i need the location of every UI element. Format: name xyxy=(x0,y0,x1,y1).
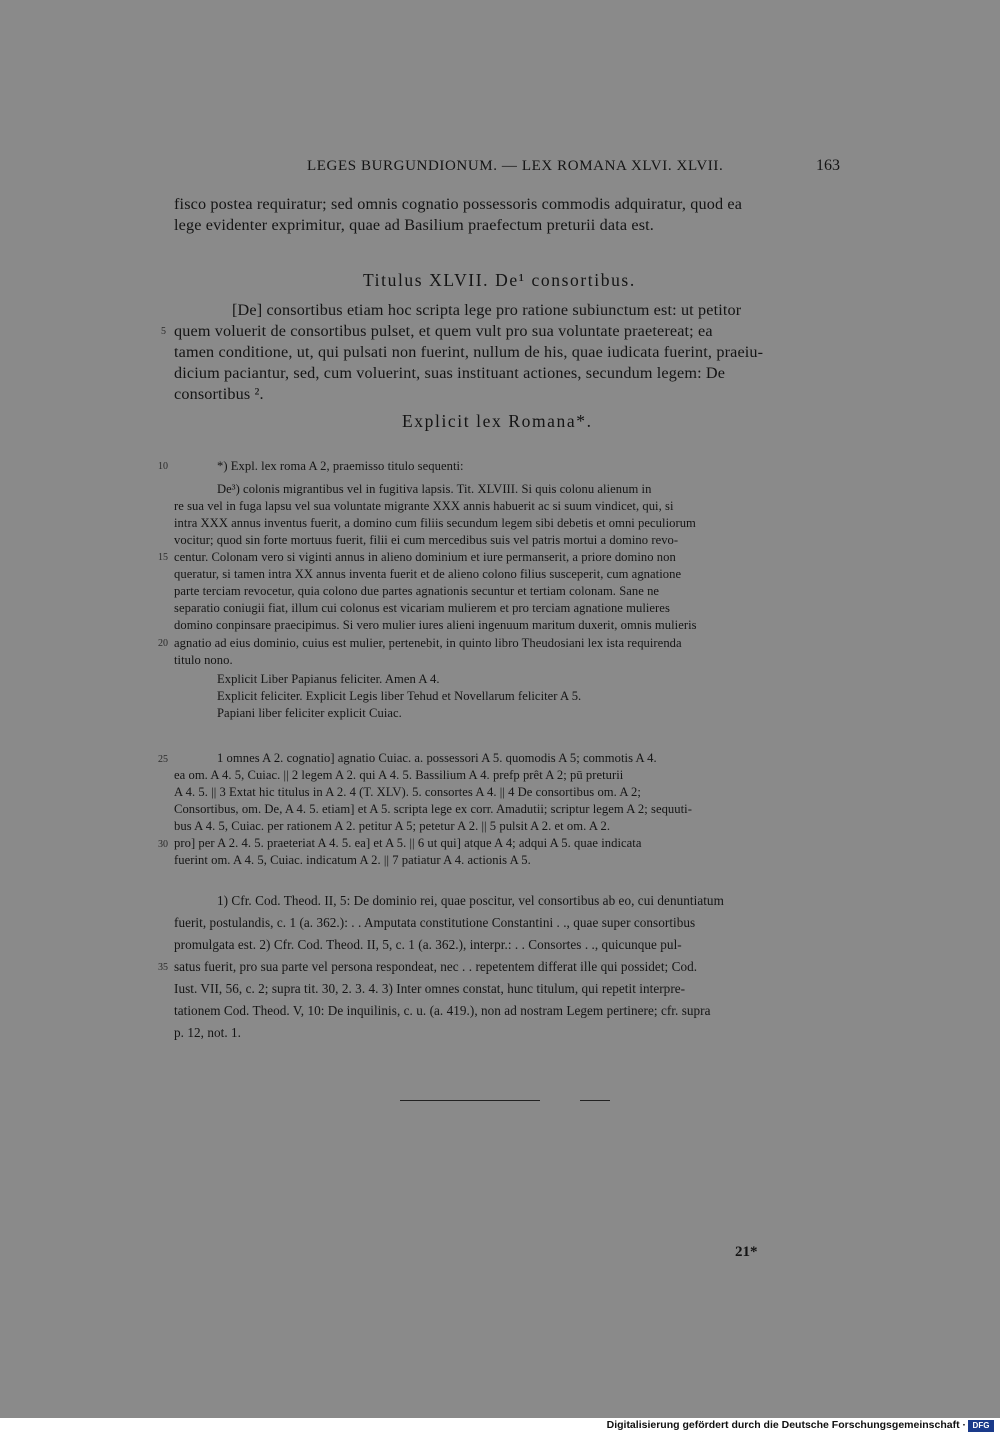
titulus-line: quem voluerit de consortibus pulset, et quem vult pro sua voluntate praetereat; ea xyxy=(174,322,713,340)
line-number: 5 xyxy=(161,326,166,337)
intro-line: fisco postea requiratur; sed omnis cognatio possessoris commodis adquiratur, quod ea xyxy=(174,195,743,213)
separator-rule xyxy=(580,1100,610,1101)
star-note-line: *) Expl. lex roma A 2, praemisso titulo sequenti: xyxy=(217,459,464,473)
page-number: 163 xyxy=(816,157,840,174)
apparatus-line: bus A 4. 5, Cuiac. per rationem A 2. petitur A 5; petetur A 2. || 5 pulsit A 2. et om. A 2. xyxy=(174,819,611,833)
footnote-line: p. 12, not. 1. xyxy=(174,1025,242,1040)
running-header: LEGES BURGUNDIONUM. — LEX ROMANA XLVI. XLVII. xyxy=(307,158,724,174)
intro-line: lege evidenter exprimitur, quae ad Basilium praefectum preturii data est. xyxy=(174,216,655,234)
dfg-footer-bar xyxy=(0,1418,1000,1434)
star-note-line: domino conpinsare praecipimus. Si vero mulier iures alieni ingenuum maritum duxerit, omnis mulieris xyxy=(174,618,697,632)
footnote-line: fuerit, postulandis, c. 1 (a. 362.): . . Amputata constitutione Constantini . ., quae super consortibus xyxy=(174,915,696,930)
star-note-line: vocitur; quod sin forte mortuus fuerit, filii ei cum mercedibus suis vel patris mortui a domino revo- xyxy=(174,533,679,547)
explicit-heading: Explicit lex Romana*. xyxy=(402,411,593,431)
star-note-line: Explicit feliciter. Explicit Legis liber Tehud et Novellarum feliciter A 5. xyxy=(217,689,582,703)
apparatus-line: pro] per A 2. 4. 5. praeteriat A 4. 5. ea] et A 5. || 6 ut qui] atque A 4; adqui A 5. quae indicata xyxy=(174,836,642,850)
separator-rule xyxy=(400,1100,540,1101)
titulus-line: [De] consortibus etiam hoc scripta lege pro ratione subiunctum est: ut petitor xyxy=(232,301,742,319)
footnote-line: Iust. VII, 56, c. 2; supra tit. 30, 2. 3. 4. 3) Inter omnes constat, hunc titulum, qui repetit interpre- xyxy=(174,981,686,996)
star-note-line: Papiani liber feliciter explicit Cuiac. xyxy=(217,706,402,720)
apparatus-line: 1 omnes A 2. cognatio] agnatio Cuiac. a. possessori A 5. quomodis A 5; commotis A 4. xyxy=(217,751,657,765)
titulus-line: tamen conditione, ut, qui pulsati non fuerint, nullum de his, quae iudicata fuerint, praeiu- xyxy=(174,343,764,361)
star-note-line: parte terciam revocetur, quia colono due partes agnationis secuntur et tertiam colonam. Sane ne xyxy=(174,584,660,598)
star-note-line: De³) colonis migrantibus vel in fugitiva lapsis. Tit. XLVIII. Si quis colonu alienum in xyxy=(217,482,652,496)
star-note-line: re sua vel in fuga lapsu vel sua voluntate migrante XXX annis habuerit ac si suum vindicet, qui, si xyxy=(174,499,674,513)
footnote-line: tationem Cod. Theod. V, 10: De inquilinis, c. u. (a. 419.), non ad nostram Legem pertinere; cfr. supra xyxy=(174,1003,711,1018)
star-note-line: Explicit Liber Papianus feliciter. Amen A 4. xyxy=(217,672,440,686)
apparatus-line: ea om. A 4. 5, Cuiac. || 2 legem A 2. qui A 4. 5. Bassilium A 4. prefp prêt A 2; pū preturii xyxy=(174,768,624,782)
titulus-line: consortibus ². xyxy=(174,385,264,403)
footnote-line: promulgata est. 2) Cfr. Cod. Theod. II, 5, c. 1 (a. 362.), interpr.: . . Consortes . ., quicunque pul- xyxy=(174,937,682,952)
apparatus-line: Consortibus, om. De, A 4. 5. etiam] et A 5. scripta lege ex corr. Amadutii; scriptur legem A 2; sequuti- xyxy=(174,802,692,816)
star-note-line: centur. Colonam vero si viginti annus in alieno dominium et iure permanserit, a priore domino non xyxy=(174,550,676,564)
apparatus-line: A 4. 5. || 3 Extat hic titulus in A 2. 4 (T. XLV). 5. consortes A 4. || 4 De consortibus om. A 2; xyxy=(174,785,641,799)
line-number: 35 xyxy=(158,962,168,973)
line-number: 25 xyxy=(158,754,168,765)
line-number: 10 xyxy=(158,461,168,472)
star-note-line: intra XXX annus inventus fuerit, a domino cum filiis secundum legem sibi debetis et omni peculiorum xyxy=(174,516,696,530)
footnote-line: 1) Cfr. Cod. Theod. II, 5: De dominio rei, quae poscitur, vel consortibus ab eo, cui denuntiatum xyxy=(217,893,724,908)
line-number: 30 xyxy=(158,839,168,850)
dfg-logo: DFG xyxy=(968,1420,994,1432)
footnote-line: satus fuerit, pro sua parte vel persona respondeat, nec . . repetentem differat ille qui possidet; Cod. xyxy=(174,959,698,974)
line-number: 15 xyxy=(158,552,168,563)
titulus-line: dicium paciantur, sed, cum voluerint, suas instituant actiones, secundum legem: De xyxy=(174,364,726,382)
line-number: 20 xyxy=(158,638,168,649)
signature-mark: 21* xyxy=(735,1244,758,1260)
titulus-heading: Titulus XLVII. De¹ consortibus. xyxy=(363,270,636,290)
star-note-line: agnatio ad eius dominio, cuius est mulier, pertenebit, in quinto libro Theudosiani lex ista requirenda xyxy=(174,636,682,650)
star-note-line: titulo nono. xyxy=(174,653,233,667)
star-note-line: queratur, si tamen intra XX annus inventa fuerit et de alieno colono filius susceperit, cum agnatione xyxy=(174,567,682,581)
star-note-line: separatio coniugii fiat, illum cui colonus est vicariam mulierem et pro terciam agnatione mulieres xyxy=(174,601,670,615)
apparatus-line: fuerint om. A 4. 5, Cuiac. indicatum A 2. || 7 patiatur A 4. actionis A 5. xyxy=(174,853,531,867)
dfg-funding-text: Digitalisierung gefördert durch die Deutsche Forschungsgemeinschaft · xyxy=(606,1419,966,1431)
